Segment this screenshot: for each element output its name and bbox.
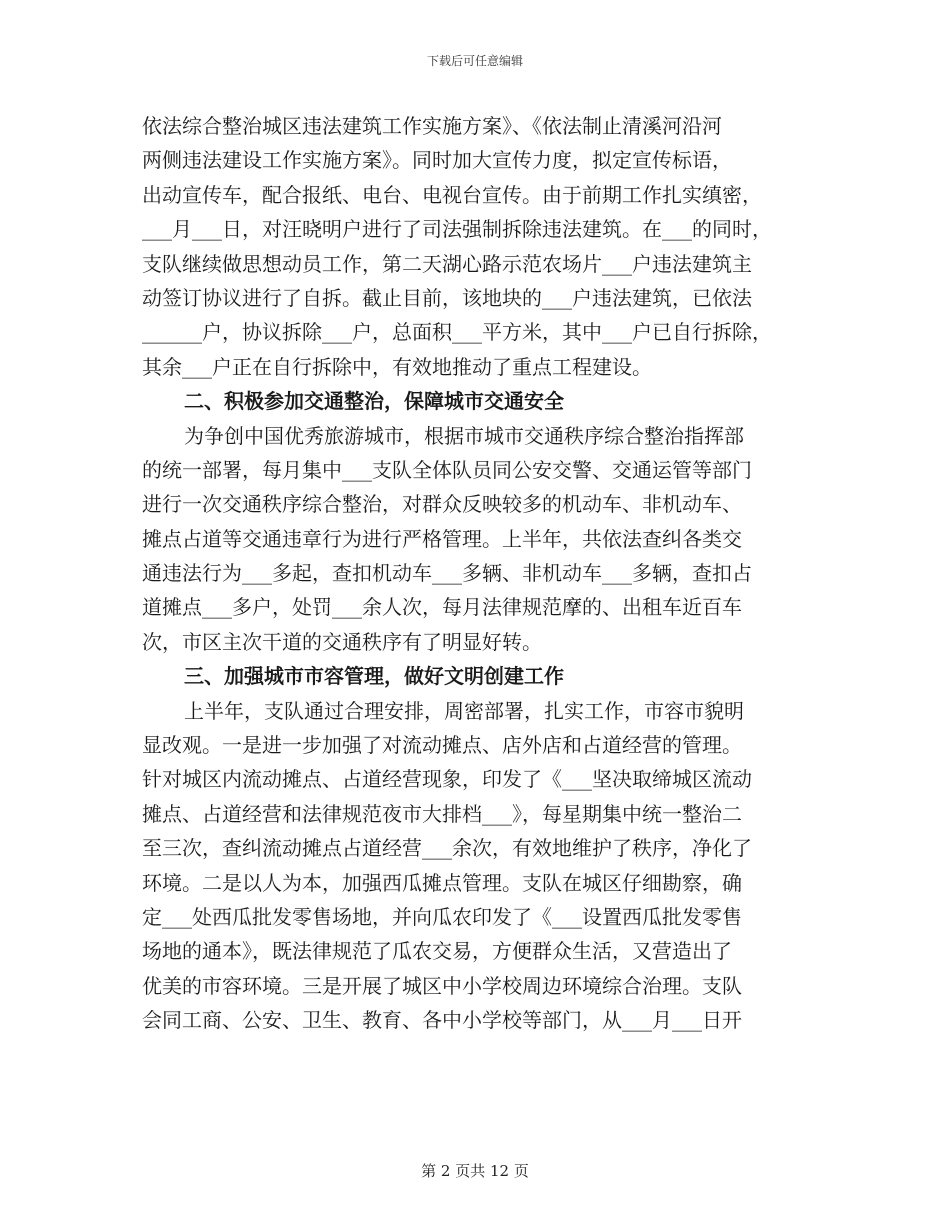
document-body xyxy=(142,109,822,1038)
text-line: 环境。二是以人为本，加强西瓜摊点管理。支队在城区仔细勘察，确 xyxy=(142,870,742,895)
text-line: 显改观。一是进一步加强了对流动摊点、店外店和占道经营的管理。 xyxy=(142,733,742,758)
text-line: 两侧违法建设工作实施方案》。同时加大宣传力度，拟定宣传标语， xyxy=(142,148,732,173)
text-line: 至三次，查纠流动摊点占道经营___余次，有效地维护了秩序，净化了 xyxy=(142,836,752,861)
text-line: 摊点占道等交通违章行为进行严格管理。上半年，共依法查纠各类交 xyxy=(142,526,742,551)
text-line: 次，市区主次干道的交通秩序有了明显好转。 xyxy=(142,629,542,654)
text-line: 进行一次交通秩序综合整治，对群众反映较多的机动车、非机动车、 xyxy=(142,492,742,517)
text-line: 依法综合整治城区违法建筑工作实施方案》、《依法制止清溪河沿河 xyxy=(142,114,722,138)
text-line: 上半年，支队通过合理安排，周密部署，扎实工作，市容市貌明 xyxy=(184,698,744,723)
page-header: 下载后可任意编辑 xyxy=(426,54,523,68)
text-line: 为争创中国优秀旅游城市，根据市城市交通秩序综合整治指挥部 xyxy=(184,423,744,448)
text-line: ___月___日，对汪晓明户进行了司法强制拆除违法建筑。在___的同时， xyxy=(142,217,772,242)
text-line: 摊点、占道经营和法律规范夜市大排档___》，每星期集中统一整治二 xyxy=(142,801,742,826)
text-line: ______户，协议拆除___户，总面积___平方米，其中___户已自行拆除， xyxy=(142,320,772,345)
text-line: 支队继续做思想动员工作，第二天湖心路示范农场片___户违法建筑主 xyxy=(142,251,752,276)
section-heading: 二、积极参加交通整治，保障城市交通安全 xyxy=(184,389,564,414)
text-line: 针对城区内流动摊点、占道经营现象，印发了《___坚决取缔城区流动 xyxy=(142,767,752,792)
text-line: 出动宣传车，配合报纸、电台、电视台宣传。由于前期工作扎实缜密， xyxy=(142,182,762,207)
text-line: 优美的市容环境。三是开展了城区中小学校周边环境综合治理。支队 xyxy=(142,973,742,998)
text-line: 动签订协议进行了自拆。截止目前，该地块的___户违法建筑，已依法 xyxy=(142,285,752,310)
text-line: 的统一部署，每月集中___支队全体队员同公安交警、交通运管等部门 xyxy=(142,457,752,482)
text-line: 定___处西瓜批发零售场地，并向瓜农印发了《___设置西瓜批发零售 xyxy=(142,904,742,929)
text-line: 通违法行为___多起，查扣机动车___多辆、非机动车___多辆，查扣占 xyxy=(142,561,752,586)
section-heading: 三、加强城市市容管理，做好文明创建工作 xyxy=(184,664,564,689)
page-footer: 第 2 页共 12 页 xyxy=(421,1162,529,1180)
text-line: 会同工商、公安、卫生、教育、各中小学校等部门，从___月___日开 xyxy=(142,1008,742,1033)
text-line: 道摊点___多户，处罚___余人次，每月法律规范摩的、出租车近百车 xyxy=(142,595,742,620)
text-line: 其余___户正在自行拆除中，有效地推动了重点工程建设。 xyxy=(142,354,652,379)
text-line: 场地的通本》，既法律规范了瓜农交易，方便群众生活，又营造出了 xyxy=(142,939,732,964)
